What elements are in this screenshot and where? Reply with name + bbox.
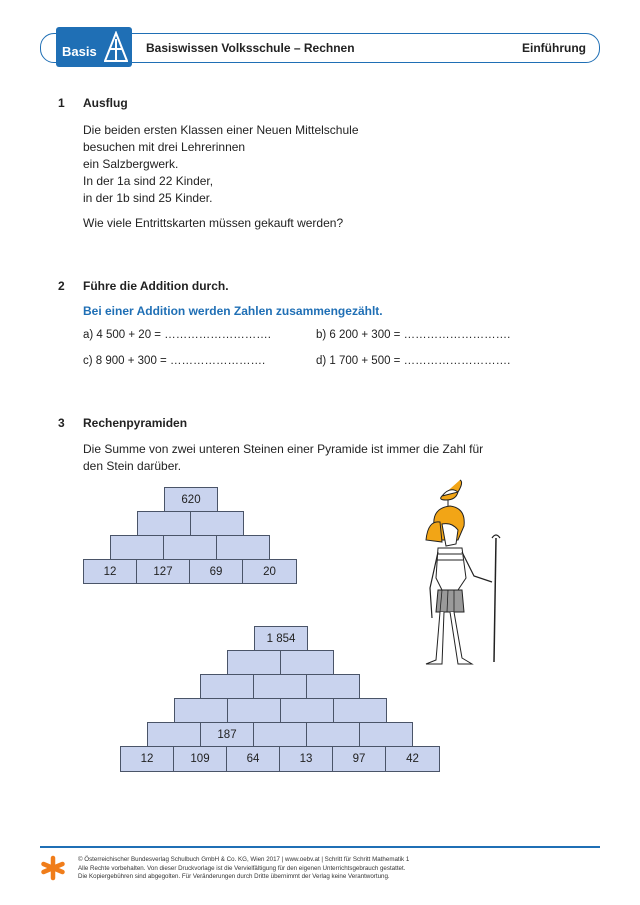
pyramid1-brick[interactable] xyxy=(137,511,191,536)
task2-item-b: b) 6 200 + 300 = ………………………. xyxy=(316,329,511,341)
pyramid2-brick[interactable] xyxy=(227,698,281,723)
pyramid1-brick[interactable]: 20 xyxy=(242,559,297,584)
pyramid2-brick[interactable]: 42 xyxy=(385,746,440,772)
task1-line: besuchen mit drei Lehrerinnen xyxy=(83,140,246,154)
pyramid1-brick[interactable]: 620 xyxy=(164,487,218,512)
task3-line: Die Summe von zwei unteren Steinen einer Pyramide ist immer die Zahl für xyxy=(83,442,484,456)
footer-line: Alle Rechte vorbehalten. Von dieser Druckvorlage ist die Vervielfältigung für den eigenen Unterrichtsgebrauch gestattet. xyxy=(78,864,406,872)
pyramid2-brick[interactable]: 97 xyxy=(332,746,386,772)
task1-line: In der 1a sind 22 Kinder, xyxy=(83,174,214,188)
task1-number: 1 xyxy=(58,96,65,110)
task2-number: 2 xyxy=(58,279,65,293)
task1-title: Ausflug xyxy=(83,96,128,110)
pyramid2-brick[interactable] xyxy=(174,698,228,723)
pyramid2-brick[interactable]: 109 xyxy=(173,746,227,772)
task3-text xyxy=(83,441,483,475)
footer-text xyxy=(78,856,409,882)
footer-line: © Österreichischer Bundesverlag Schulbuch GmbH & Co. KG, Wien 2017 | www.oebv.at | Schritt für Schritt Mathematik 1 xyxy=(78,856,410,863)
task1-line: in der 1b sind 25 Kinder. xyxy=(83,191,213,205)
task2-item-a: a) 4 500 + 20 = ………………………. xyxy=(83,329,271,341)
pyramid2-brick[interactable] xyxy=(227,650,281,675)
footer-divider xyxy=(40,846,600,848)
pyramid1-brick[interactable] xyxy=(110,535,164,560)
pharaoh-illustration xyxy=(412,478,512,673)
task2-title: Führe die Addition durch. xyxy=(83,279,229,293)
basis-logo xyxy=(56,27,132,67)
task2-rule: Bei einer Addition werden Zahlen zusammengezählt. xyxy=(83,304,383,318)
pyramid2-brick[interactable] xyxy=(253,722,307,747)
task3-number: 3 xyxy=(58,416,65,430)
pyramid1-brick[interactable]: 12 xyxy=(83,559,137,584)
pyramid1-brick[interactable] xyxy=(163,535,217,560)
pyramid1-brick[interactable]: 69 xyxy=(189,559,243,584)
pyramid2-brick[interactable] xyxy=(333,698,387,723)
header-section: Einführung xyxy=(522,41,586,55)
pyramid2-brick[interactable]: 64 xyxy=(226,746,280,772)
pyramid1-brick[interactable] xyxy=(216,535,270,560)
pyramid1-brick[interactable] xyxy=(190,511,244,536)
pyramid2-brick[interactable]: 12 xyxy=(120,746,174,772)
triangle-logo-icon xyxy=(104,31,128,63)
header-title: Basiswissen Volksschule – Rechnen xyxy=(146,41,355,55)
task1-question: Wie viele Entrittskarten müssen gekauft werden? xyxy=(83,216,344,230)
pyramid2-brick[interactable]: 13 xyxy=(279,746,333,772)
pyramid2-brick[interactable]: 187 xyxy=(200,722,254,747)
pyramid2-brick[interactable] xyxy=(306,674,360,699)
task3-line: den Stein darüber. xyxy=(83,459,182,473)
oebv-logo-icon xyxy=(40,855,66,881)
pyramid2-brick[interactable] xyxy=(200,674,254,699)
pyramid2-brick[interactable] xyxy=(359,722,413,747)
task1-line: Die beiden ersten Klassen einer Neuen Mittelschule xyxy=(83,123,359,137)
pyramid2-brick[interactable] xyxy=(306,722,360,747)
pyramid2-brick[interactable] xyxy=(280,698,334,723)
pyramid1-brick[interactable]: 127 xyxy=(136,559,190,584)
footer-line: Die Kopiergebühren sind abgegolten. Für Veränderungen durch Dritte übernimmt der Verlag keine Verantwortung. xyxy=(78,873,390,881)
task1-text xyxy=(83,122,359,207)
pyramid2-brick[interactable]: 1 854 xyxy=(254,626,308,651)
task3-title: Rechenpyramiden xyxy=(83,416,188,430)
pyramid2-brick[interactable] xyxy=(147,722,201,747)
task1-line: ein Salzbergwerk. xyxy=(83,157,179,171)
pyramid2-brick[interactable] xyxy=(280,650,334,675)
task2-item-d: d) 1 700 + 500 = ………………………. xyxy=(316,355,511,367)
logo-text: Basis xyxy=(62,44,97,59)
task2-item-c: c) 8 900 + 300 = ……………………. xyxy=(83,355,266,367)
pyramid2-brick[interactable] xyxy=(253,674,307,699)
